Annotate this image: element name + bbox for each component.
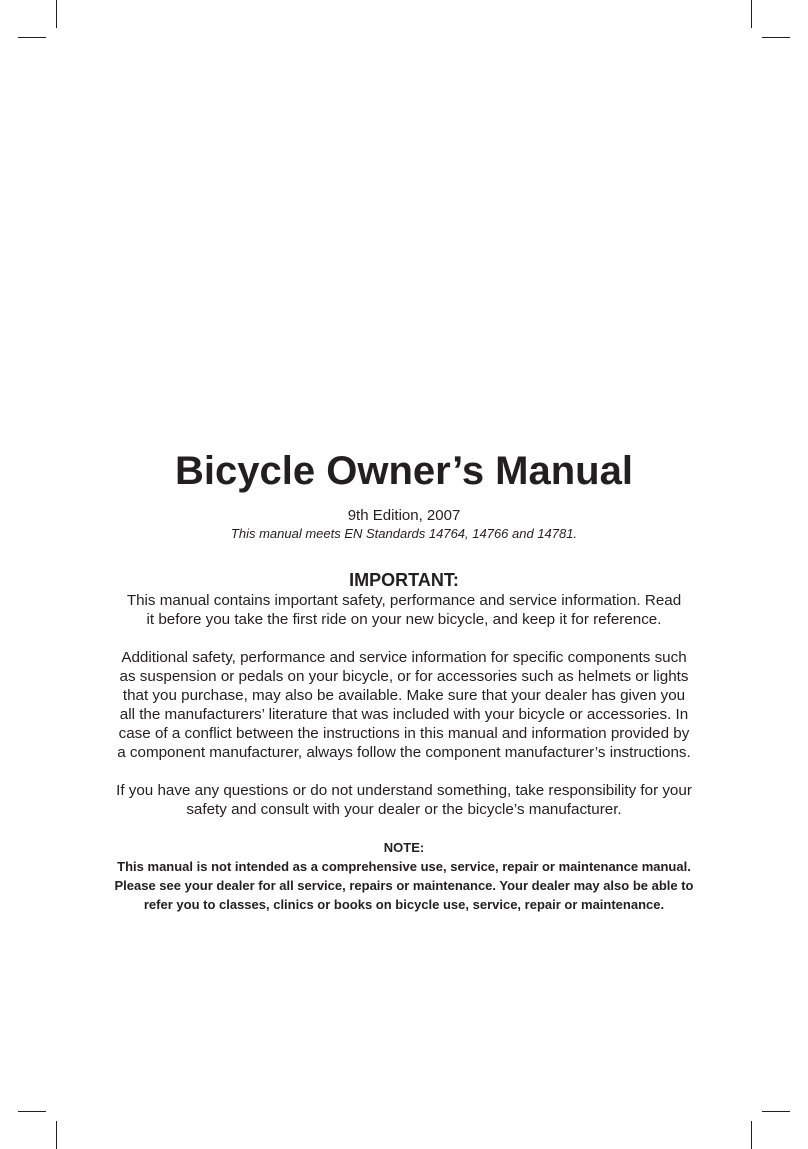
standards-line: This manual meets EN Standards 14764, 14766 and 14781. — [230, 526, 578, 541]
crop-mark-top-right-vertical — [751, 0, 752, 28]
crop-mark-bottom-right-vertical — [751, 1121, 752, 1149]
crop-mark-top-left-vertical — [56, 0, 57, 28]
important-heading: IMPORTANT: — [349, 570, 459, 590]
additional-info-paragraph: Additional safety, performance and service information for specific components such as suspension or pedals on your bicycle, or for accessories such as helmets or lights that you purchase, may also be available. Make sure that your dealer has given you all the manufacturers’ literature that was included with your bicycle or accessories. In case of a conflict between the instructions in this manual and information provided by a component manufacturer, always follow the component manufacturer’s instructions. — [117, 649, 691, 761]
questions-paragraph: If you have any questions or do not understand something, take responsibility for your safety and consult with your dealer or the bicycle’s manufacturer. — [116, 782, 692, 818]
crop-mark-top-right-horizontal — [762, 37, 790, 38]
cover-content — [100, 445, 708, 914]
crop-mark-bottom-left-vertical — [56, 1121, 57, 1149]
crop-mark-top-left-horizontal — [18, 37, 46, 38]
document-title: Bicycle Owner’s Manual — [175, 449, 633, 493]
note-heading: NOTE: — [383, 840, 425, 855]
note-text: This manual is not intended as a comprehensive use, service, repair or maintenance manual. Please see your dealer for all service, repairs or maintenance. Your dealer may also be able to refer you to classes, clinics or books on bicycle use, service, repair or maintenance. — [114, 859, 694, 912]
crop-mark-bottom-right-horizontal — [762, 1111, 790, 1112]
important-paragraph: This manual contains important safety, performance and service information. Read it before you take the first ride on your new bicycle, and keep it for reference. — [126, 592, 682, 628]
edition-line: 9th Edition, 2007 — [347, 507, 461, 524]
crop-mark-bottom-left-horizontal — [18, 1111, 46, 1112]
